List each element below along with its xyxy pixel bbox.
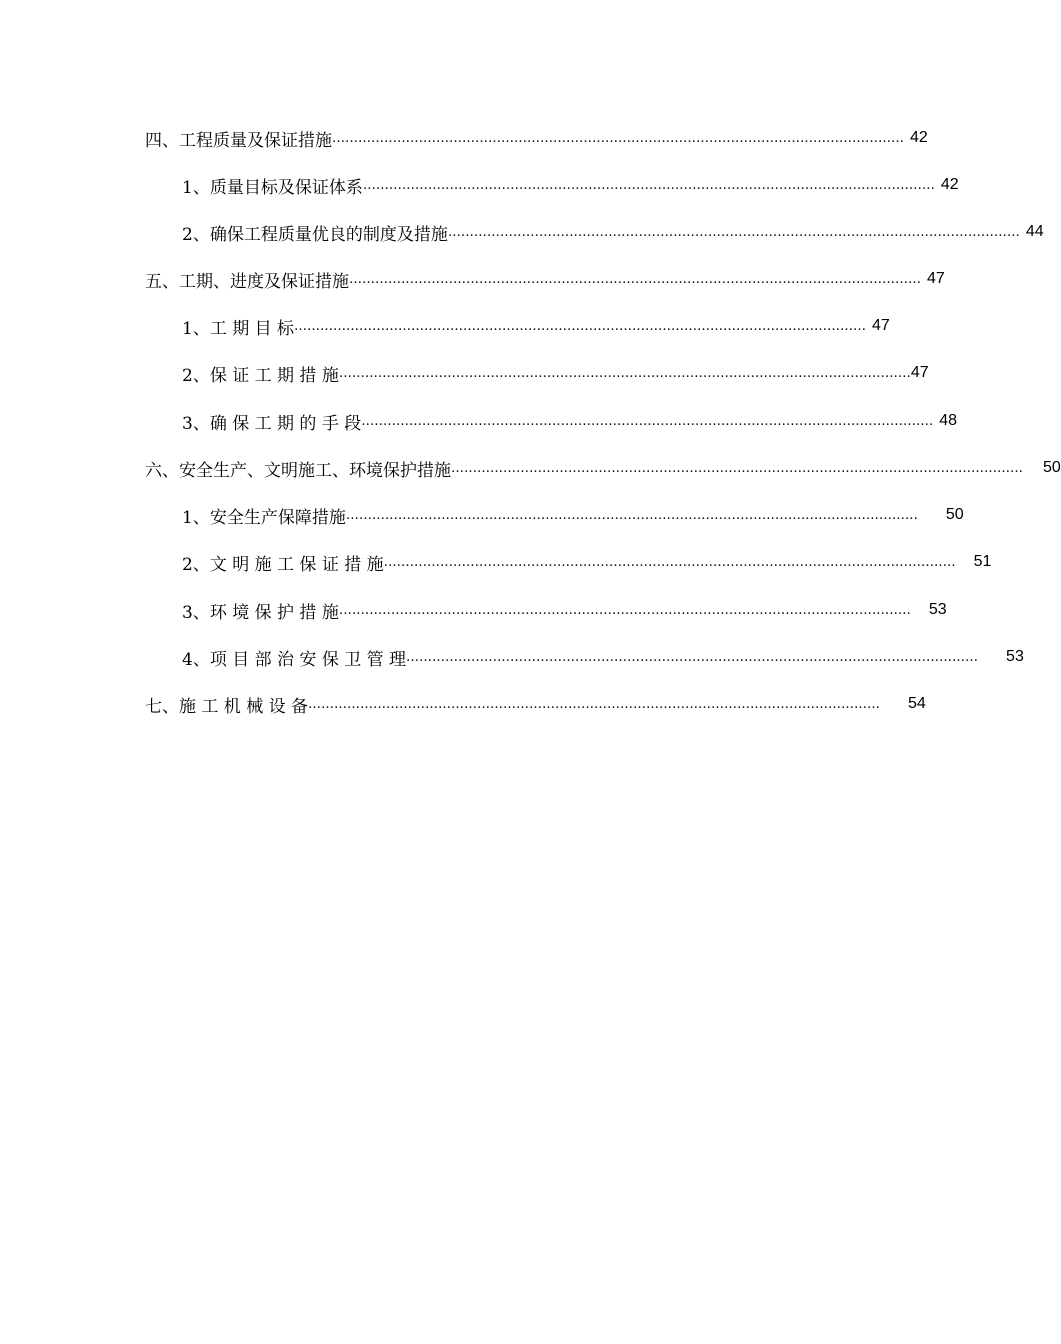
- toc-entry-title: 1、安全生产保障措施: [182, 507, 346, 528]
- toc-page-number: 47: [927, 270, 945, 287]
- toc-entry[interactable]: [182, 406, 958, 436]
- toc-entry[interactable]: [182, 170, 959, 200]
- toc-page-number: 42: [940, 176, 959, 193]
- toc-page-number: 47: [910, 364, 929, 381]
- toc-page-number: 44: [1025, 223, 1044, 240]
- toc-leader-dots: ……………………………………………………………………………………………………………………: [361, 413, 934, 429]
- toc-entry[interactable]: [182, 642, 1024, 672]
- toc-leader-dots: ……………………………………………………………………………………………………………………: [362, 177, 935, 193]
- toc-entry[interactable]: [145, 123, 928, 153]
- toc-leader-dots: ……………………………………………………………………………………………………………………: [406, 649, 979, 665]
- toc-entry[interactable]: [182, 595, 947, 625]
- toc-entry[interactable]: [182, 311, 890, 341]
- toc-leader-dots: ……………………………………………………………………………………………………………………: [332, 130, 904, 146]
- toc-entry-title: 1、质量目标及保证体系: [182, 177, 363, 198]
- toc-entry-title: 2、文 明 施 工 保 证 措 施: [182, 554, 384, 575]
- toc-page-number: 53: [928, 601, 947, 618]
- toc-entry-title: 六、安全生产、文明施工、环境保护措施: [145, 460, 451, 481]
- toc-entry[interactable]: [182, 358, 929, 388]
- toc-leader-dots: ……………………………………………………………………………………………………………………: [345, 507, 918, 523]
- toc-entry[interactable]: [145, 689, 926, 719]
- toc-entry-title: 1、工 期 目 标: [182, 318, 295, 339]
- toc-entry[interactable]: [145, 453, 1061, 483]
- toc-page-number: 53: [1006, 648, 1024, 665]
- toc-entry-title: 3、确 保 工 期 的 手 段: [182, 413, 362, 434]
- toc-entry-title: 五、工期、进度及保证措施: [145, 271, 349, 292]
- toc-entry-title: 2、确保工程质量优良的制度及措施: [182, 224, 448, 245]
- toc-leader-dots: ……………………………………………………………………………………………………………………: [338, 602, 911, 618]
- toc-leader-dots: ……………………………………………………………………………………………………………………: [451, 460, 1023, 476]
- toc-entry[interactable]: [182, 547, 992, 577]
- toc-page-number: 50: [1043, 459, 1061, 476]
- toc-page-number: 54: [908, 695, 926, 712]
- toc-entry-title: 4、项 目 部 治 安 保 卫 管 理: [182, 649, 407, 670]
- toc-page-number: 50: [945, 506, 964, 523]
- toc-page-number: 42: [910, 129, 928, 146]
- toc-leader-dots: ……………………………………………………………………………………………………………………: [338, 365, 911, 381]
- toc-entry-title: 四、工程质量及保证措施: [145, 130, 332, 151]
- toc-entry[interactable]: [145, 264, 945, 294]
- toc-entry-title: 2、保 证 工 期 措 施: [182, 365, 339, 386]
- toc-page-number: 48: [939, 412, 958, 429]
- toc-page-number: 47: [872, 317, 890, 334]
- toc-entry[interactable]: [182, 217, 1044, 247]
- toc-entry[interactable]: [182, 500, 964, 530]
- toc-page-number: 51: [973, 553, 992, 570]
- toc-leader-dots: ……………………………………………………………………………………………………………………: [294, 318, 867, 334]
- toc-entry-title: 3、环 境 保 护 措 施: [182, 602, 339, 623]
- toc-leader-dots: ……………………………………………………………………………………………………………………: [447, 224, 1020, 240]
- toc-leader-dots: ……………………………………………………………………………………………………………………: [349, 271, 921, 287]
- toc-entry-title: 七、施 工 机 械 设 备: [145, 696, 309, 717]
- toc-leader-dots: ……………………………………………………………………………………………………………………: [308, 696, 881, 712]
- toc-leader-dots: ……………………………………………………………………………………………………………………: [383, 554, 956, 570]
